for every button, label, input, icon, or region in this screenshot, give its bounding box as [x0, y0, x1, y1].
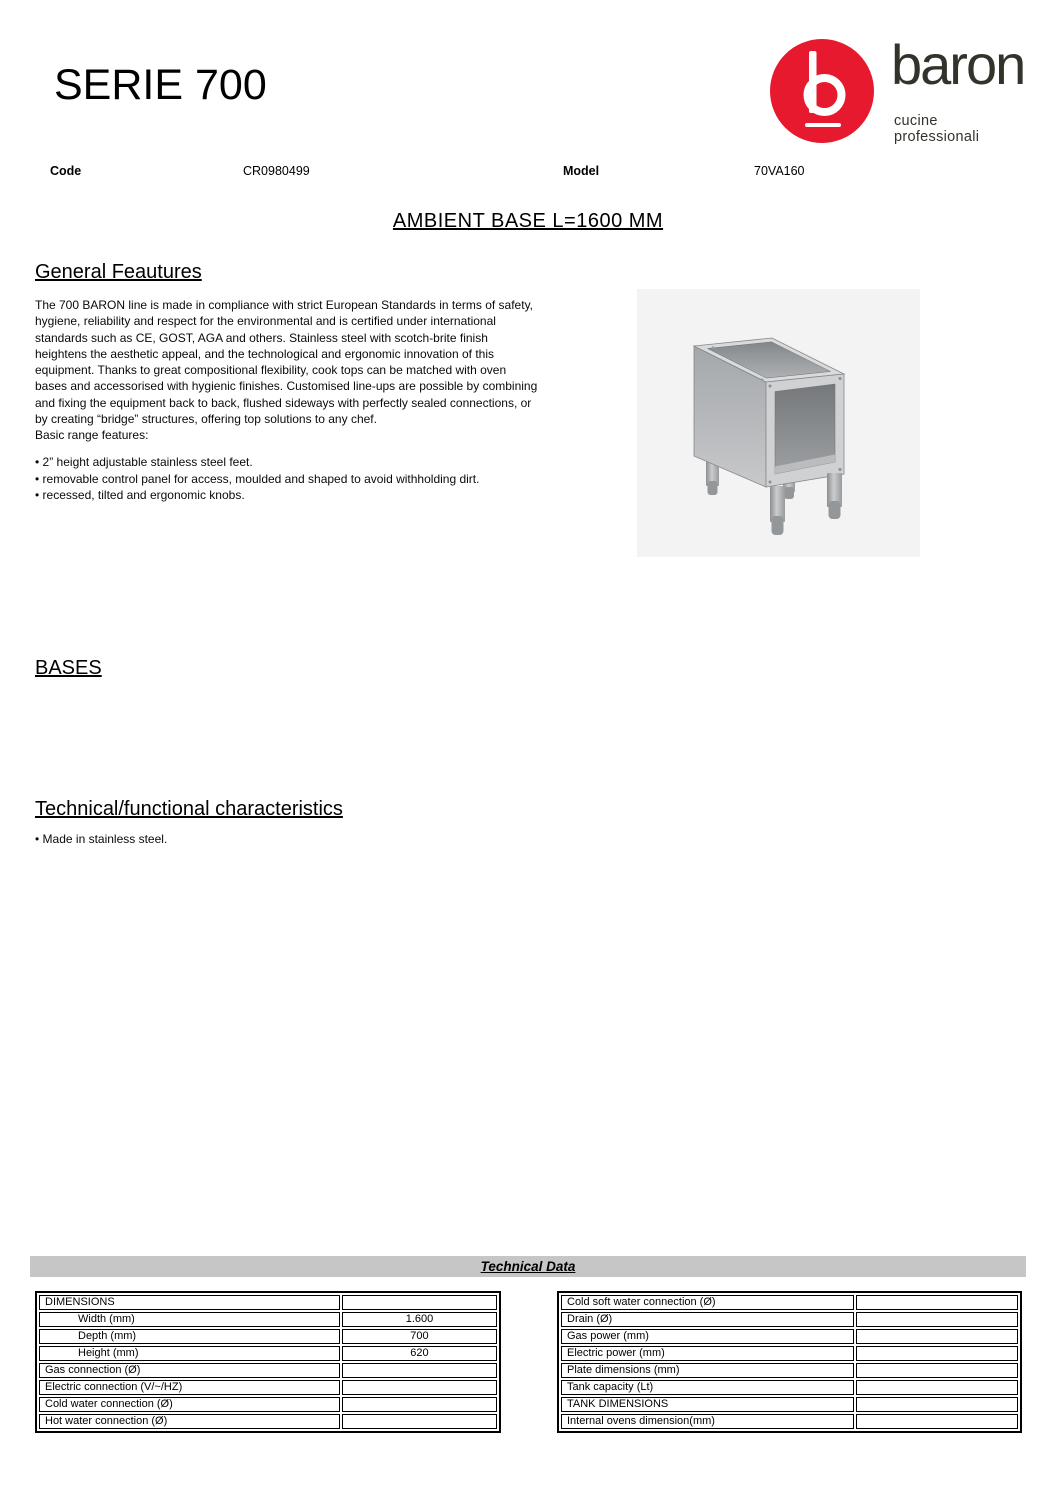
model-value: 70VA160	[754, 164, 805, 178]
table-row	[561, 1414, 1018, 1429]
table-cell-label: Drain (Ø)	[561, 1312, 854, 1327]
table-row	[561, 1295, 1018, 1310]
table-cell-value	[856, 1414, 1018, 1429]
table-cell-label: Width (mm)	[39, 1312, 340, 1327]
table-cell-value	[342, 1414, 497, 1429]
table-cell-value	[856, 1295, 1018, 1310]
table-cell-label: Plate dimensions (mm)	[561, 1363, 854, 1378]
table-cell-label: Height (mm)	[39, 1346, 340, 1361]
table-row	[561, 1380, 1018, 1395]
table-cell-value: 1.600	[342, 1312, 497, 1327]
table-cell-value	[856, 1346, 1018, 1361]
table-row	[39, 1380, 497, 1395]
table-cell-label: DIMENSIONS	[39, 1295, 340, 1310]
table-row	[39, 1312, 497, 1327]
table-cell-label: Cold soft water connection (Ø)	[561, 1295, 854, 1310]
table-cell-label: Hot water connection (Ø)	[39, 1414, 340, 1429]
baron-b-mark-icon	[770, 39, 874, 143]
feature-item: • 2” height adjustable stainless steel feet.	[35, 454, 645, 471]
open-base-cabinet-image	[637, 289, 920, 557]
table-cell-label: Gas power (mm)	[561, 1329, 854, 1344]
table-cell-value	[342, 1295, 497, 1310]
product-heading: AMBIENT BASE L=1600 MM	[392, 210, 664, 232]
table-row	[561, 1346, 1018, 1361]
table-cell-value	[342, 1363, 497, 1378]
code-value: CR0980499	[243, 164, 310, 178]
table-cell-label: Cold water connection (Ø)	[39, 1397, 340, 1412]
table-cell-value	[342, 1397, 497, 1412]
technical-data-heading: Technical Data	[480, 1259, 576, 1274]
table-row	[561, 1312, 1018, 1327]
technical-functional-list	[35, 831, 645, 848]
table-cell-value: 620	[342, 1346, 497, 1361]
page-title: SERIE 700	[54, 61, 267, 109]
table-row	[39, 1329, 497, 1344]
table-cell-value: 700	[342, 1329, 497, 1344]
table-row	[39, 1295, 497, 1310]
code-label: Code	[50, 164, 82, 178]
table-cell-value	[856, 1397, 1018, 1412]
general-features-list	[35, 454, 645, 504]
brand-name: baron	[891, 33, 1025, 96]
table-cell-label: Depth (mm)	[39, 1329, 340, 1344]
section-heading-bases: BASES	[35, 657, 102, 679]
table-row	[39, 1414, 497, 1429]
table-row	[561, 1363, 1018, 1378]
table-cell-value	[342, 1380, 497, 1395]
section-heading-technical-functional: Technical/functional characteristics	[35, 798, 343, 820]
table-cell-value	[856, 1312, 1018, 1327]
table-cell-label: Tank capacity (Lt)	[561, 1380, 854, 1395]
table-cell-value	[856, 1329, 1018, 1344]
technical-feature-item: • Made in stainless steel.	[35, 831, 645, 848]
section-heading-general-features: General Feautures	[35, 261, 202, 283]
brand-tagline: cucine professionali	[894, 113, 980, 145]
table-row	[39, 1363, 497, 1378]
table-cell-label: TANK DIMENSIONS	[561, 1397, 854, 1412]
table-row	[39, 1397, 497, 1412]
brand-logo	[770, 33, 1026, 145]
table-row	[561, 1397, 1018, 1412]
table-cell-label: Electric power (mm)	[561, 1346, 854, 1361]
model-label: Model	[563, 164, 600, 178]
table-cell-label: Internal ovens dimension(mm)	[561, 1414, 854, 1429]
table-cell-value	[856, 1380, 1018, 1395]
table-cell-value	[856, 1363, 1018, 1378]
connections-table	[557, 1291, 1022, 1433]
feature-item: • recessed, tilted and ergonomic knobs.	[35, 487, 645, 504]
table-row	[561, 1329, 1018, 1344]
table-row	[39, 1346, 497, 1361]
feature-item: • removable control panel for access, moulded and shaped to avoid withholding dirt.	[35, 471, 645, 488]
general-features-paragraph: The 700 BARON line is made in compliance with strict European Standards in terms of safety, hygiene, reliability and respect for the environmental and is certified under international standards such as CE, GOST, AGA and others. Stainless steel with scotch-brite finish heightens the aesthetic appeal, and the technological and ergonomic innovation of this equipment. Thanks to great compositional flexibility, cook tops can be matched with oven bases and accessorised with hygienic finishes. Customised line-ups are possible by combining and fixing the equipment back to back, flushed sideways with perfectly sealed connections, or by creating “bridge” structures, offering top solutions to any chef. Basic range features:	[35, 298, 538, 443]
table-cell-label: Gas connection (Ø)	[39, 1363, 340, 1378]
table-cell-label: Electric connection (V/~/HZ)	[39, 1380, 340, 1395]
dimensions-table	[35, 1291, 501, 1433]
technical-data-bar	[30, 1256, 1026, 1277]
